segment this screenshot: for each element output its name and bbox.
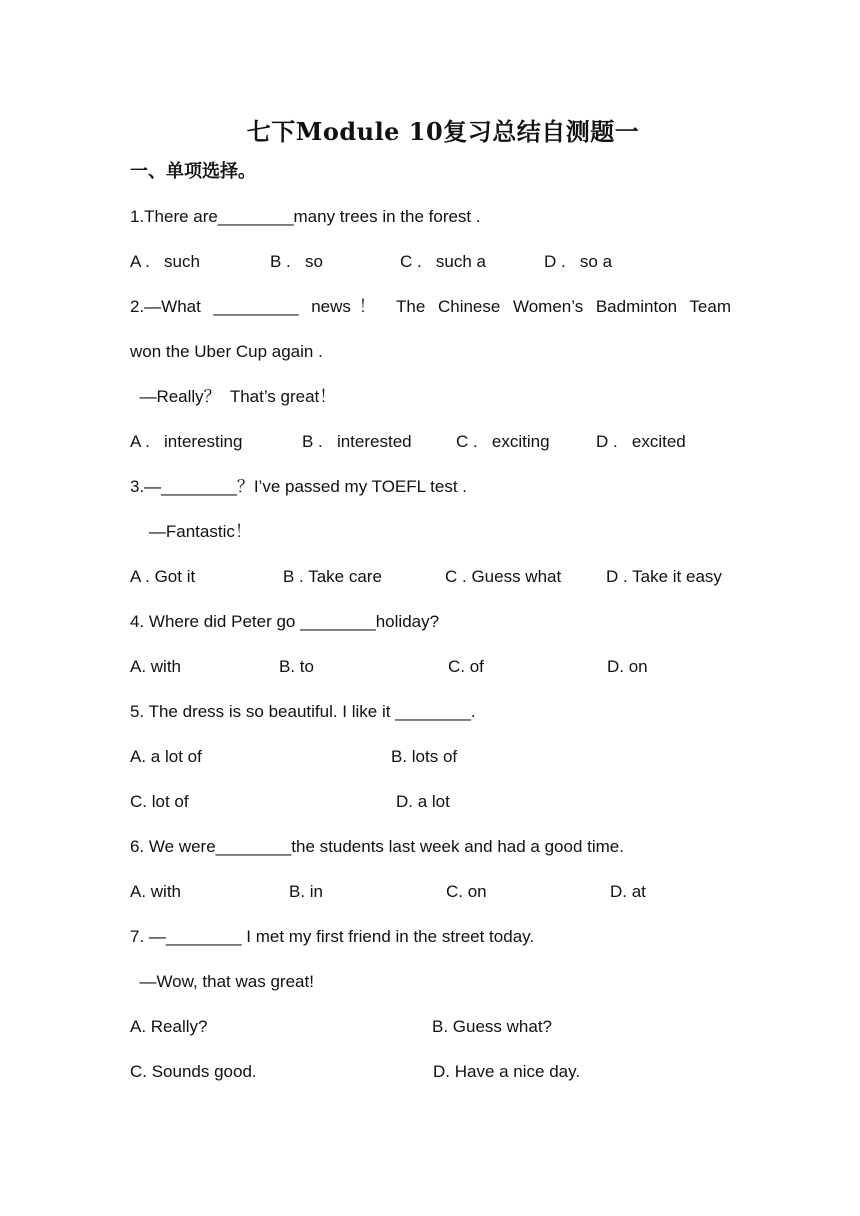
question-3-response: —Fantastic！: [130, 522, 252, 541]
q5-option-d: D. a lot: [396, 792, 450, 811]
q5-option-a: A. a lot of: [130, 747, 202, 766]
q6-option-b: B. in: [289, 882, 324, 901]
q1-option-d: D . so a: [544, 252, 613, 271]
q1-option-a: A . such: [130, 252, 200, 271]
question-2-line-2: won the Uber Cup again .: [130, 342, 323, 361]
q7-option-b: B. Guess what?: [432, 1017, 553, 1036]
q4-option-b: B. to: [279, 657, 314, 676]
question-1: 1.There are________many trees in the forest .: [130, 207, 481, 226]
question-4: 4. Where did Peter go ________holiday?: [130, 612, 440, 631]
q6-option-a: A. with: [130, 882, 182, 901]
q5-option-c: C. lot of: [130, 792, 189, 811]
q3-option-a: A . Got it: [130, 567, 196, 586]
q3-option-c: C . Guess what: [445, 567, 562, 586]
q4-option-d: D. on: [607, 657, 648, 676]
question-2: 2.—What _________ news！ The Chinese Women’s Badminton Team: [130, 297, 731, 316]
q3-option-b: B . Take care: [283, 567, 382, 586]
question-3: 3.—________？I’ve passed my TOEFL test .: [130, 477, 468, 496]
question-7-response: —Wow, that was great!: [130, 972, 314, 991]
q6-option-c: C. on: [446, 882, 487, 901]
question-5: 5. The dress is so beautiful. I like it ________.: [130, 702, 476, 721]
q2-option-c: C . exciting: [456, 432, 550, 451]
q4-option-a: A. with: [130, 657, 182, 676]
q4-option-c: C. of: [448, 657, 484, 676]
q5-option-b: B. lots of: [391, 747, 458, 766]
section-heading: 一、单项选择。: [130, 161, 256, 181]
q2-option-b: B . interested: [302, 432, 412, 451]
q2-option-d: D . excited: [596, 432, 686, 451]
q7-option-d: D. Have a nice day.: [433, 1062, 581, 1081]
q6-option-d: D. at: [610, 882, 646, 901]
q3-option-d: D . Take it easy: [606, 567, 722, 586]
page-title: 七下Module 10复习总结自测题一: [246, 117, 640, 146]
q1-option-c: C . such a: [400, 252, 486, 271]
question-6: 6. We were________the students last week and had a good time.: [130, 837, 624, 856]
question-7: 7. —________ I met my first friend in the street today.: [130, 927, 535, 946]
q7-option-c: C. Sounds good.: [130, 1062, 257, 1081]
q1-option-b: B . so: [270, 252, 323, 271]
q7-option-a: A. Really?: [130, 1017, 208, 1036]
question-2-response: —Really？ That’s great！: [130, 387, 337, 406]
q2-option-a: A . interesting: [130, 432, 243, 451]
